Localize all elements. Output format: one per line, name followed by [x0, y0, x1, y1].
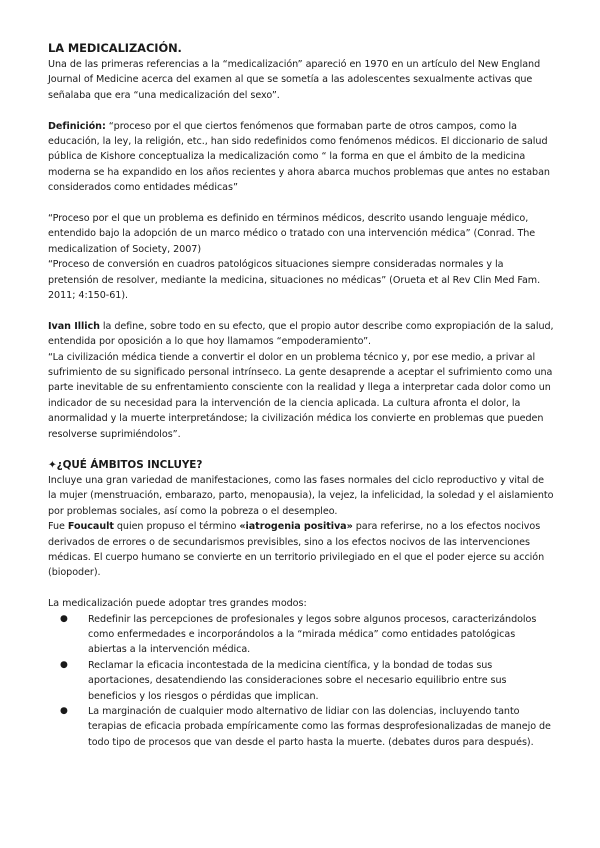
- intro-paragraph: Una de las primeras referencias a la “medicalización” apareció en 1970 en un artículo del New England Journal of Medicine acerca del examen al que se sometía a las adolescentes sexualmente activas que señalaba que era “una medicalización del sexo”.: [48, 59, 541, 101]
- foucault-name: Foucault: [67, 521, 114, 533]
- illich-paragraph: [48, 319, 554, 350]
- bullet-icon: ●: [60, 613, 68, 624]
- section-heading-ambitos: ✦¿QUÉ ÁMBITOS INCLUYE?: [48, 458, 203, 471]
- foucault-pre: Fue: [48, 521, 68, 533]
- list-item: [48, 658, 554, 704]
- bullet-icon: ●: [60, 705, 68, 716]
- list-item-text: La marginación de cualquier modo alternativo de lidiar con las dolencias, incluyendo tanto terapias de eficacia probada empíricamente como las formas desprofesionalizadas de manejo de todo tipo de procesos que van desde el parto hasta la muerte. (debates duros para después).: [88, 705, 551, 748]
- illich-quote: “La civilización médica tiende a convertir el dolor en un problema técnico y, por ese medio, a privar al sufrimiento de su significado personal intrínseco. La gente desaprende a aceptar el sufrimiento como una parte inevitable de su enfrentamiento consciente con la realidad y llega a interpretar cada dolor como un indicador de su necesidad para la intervención de la ciencia aplicada. La cultura afronta el dolor, la anormalidad y la muerte interpretándose; la civilización médica los convierte en problemas que pueden resolverse suprimiéndolos”.: [48, 351, 553, 440]
- ambitos-paragraph: Incluye una gran variedad de manifestaciones, como las fases normales del ciclo reproductivo y vital de la mujer (menstruación, embarazo, parto, menopausia), la vejez, la infelicidad, la soledad y el aislamiento por problemas sociales, así como la pobreza o el desempleo.: [48, 474, 554, 517]
- bullet-icon: ●: [60, 659, 68, 670]
- illich-name: Ivan Illich: [48, 320, 100, 332]
- foucault-post: para referirse, no a los efectos nocivos derivados de errores o de secundarismos previsibles, sino a los efectos nocivos de las intervenciones médicas. El cuerpo humano se convierte en un territorio privilegiado en el que el poder ejerce su acción (biopoder).: [48, 521, 545, 579]
- modes-list: [48, 612, 554, 751]
- foucault-paragraph: [48, 519, 554, 581]
- definition-paragraph: [48, 119, 554, 196]
- illich-text: la define, sobre todo en su efecto, que el propio autor describe como expropiación de la salud, entendida por oposición a lo que hoy llamamos “empoderamiento”.: [48, 320, 554, 348]
- list-item: [48, 612, 554, 658]
- document-page: [48, 40, 554, 750]
- list-item-text: Reclamar la eficacia incontestada de la medicina científica, y la bondad de todas sus aportaciones, desatendiendo las consideraciones sobre el necesario equilibrio entre sus beneficios y los riesgos o pérdidas que implican.: [88, 659, 507, 702]
- foucault-mid: quien propuso el término: [113, 521, 240, 533]
- iatrogenia-term: «iatrogenia positiva»: [239, 521, 353, 533]
- list-item-text: Redefinir las percepciones de profesionales y legos sobre algunos procesos, caracterizándolos como enfermedades e incorporándolos a la “mirada médica” como entidades patológicas abiertas a la intervención médica.: [88, 613, 537, 656]
- document-title: LA MEDICALIZACIÓN.: [48, 41, 182, 55]
- modes-intro: La medicalización puede adoptar tres grandes modos:: [48, 598, 307, 610]
- conrad-quote: “Proceso por el que un problema es definido en términos médicos, descrito usando lenguaje médico, entendido bajo la adopción de un marco médico o tratado con una intervención médica” (Conrad. The medicalization of Society, 2007): [48, 213, 536, 255]
- orueta-quote: “Proceso de conversión en cuadros patológicos situaciones siempre consideradas normales y la pretensión de resolver, mediante la medicina, situaciones no médicas” (Orueta et al Rev Clin Med Fam. 2011; 4:150-61).: [48, 259, 541, 302]
- definition-label: Definición:: [48, 120, 106, 132]
- list-item: [48, 704, 554, 750]
- definition-text: “proceso por el que ciertos fenómenos que formaban parte de otros campos, como la educación, la ley, la religión, etc., han sido redefinidos como fenómenos médicos. El diccionario de salud pública de Kishore conceptualiza la medicalización como “ la forma en que el ámbito de la medicina moderna se ha expandido en los años recientes y ahora abarca muchos problemas que antes no estaban considerados como entidades médicas”: [48, 120, 550, 194]
